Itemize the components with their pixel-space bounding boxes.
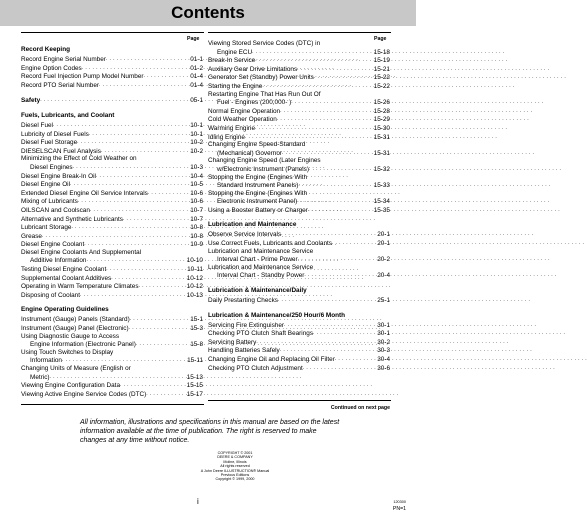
toc-entry[interactable] bbox=[21, 249, 203, 257]
toc-entry-label: (Mechanical) Governor bbox=[217, 149, 282, 157]
toc-entry-page: 20-4 bbox=[377, 272, 390, 280]
toc-entry[interactable] bbox=[21, 223, 203, 232]
dot-leader bbox=[245, 133, 373, 142]
toc-entry-label: Daily Prestarting Checks bbox=[208, 297, 278, 305]
section-title: Record Keeping bbox=[21, 46, 71, 53]
copyright-line: Previous Editions bbox=[220, 473, 250, 478]
dot-leader bbox=[255, 56, 372, 65]
dot-leader bbox=[53, 121, 189, 130]
toc-entry-page: 15-30 bbox=[373, 124, 390, 132]
toc-entry-label: Checking PTO Clutch Adjustment bbox=[208, 364, 303, 372]
dot-leader bbox=[96, 172, 189, 181]
toc-entry-page: 10-11 bbox=[187, 266, 203, 274]
toc-entry-label: Engine Option Codes bbox=[21, 64, 82, 72]
toc-entry[interactable] bbox=[208, 181, 390, 190]
toc-entry-page: 30-6 bbox=[377, 364, 390, 372]
dot-leader bbox=[252, 48, 372, 57]
dot-leader bbox=[304, 271, 376, 280]
toc-entry[interactable] bbox=[21, 55, 203, 64]
copyright-line: Copyright © 1999, 2000 bbox=[215, 477, 255, 482]
toc-entry-label: Generator Set (Standby) Power Units bbox=[208, 74, 314, 82]
toc-entry[interactable] bbox=[21, 324, 203, 333]
toc-entry-page: 10-8 bbox=[190, 224, 203, 232]
dot-leader bbox=[262, 82, 372, 91]
section-title: Engine Operating Guidelines bbox=[21, 306, 109, 314]
toc-entry-label: Checking PTO Clutch Shaft Bearings bbox=[208, 330, 314, 338]
toc-entry-page: 10-7 bbox=[190, 206, 203, 214]
toc-entry[interactable] bbox=[208, 124, 390, 133]
toc-entry-label: Stopping the Engine (Engines With bbox=[208, 189, 308, 197]
toc-entry-label: Lubricant Storage bbox=[21, 224, 72, 232]
toc-entry-page: 10-12 bbox=[186, 283, 203, 291]
toc-entry-label: Alternative and Synthetic Lubricants bbox=[21, 215, 123, 223]
toc-entry-label: Information bbox=[30, 357, 62, 365]
toc-entry[interactable] bbox=[21, 390, 203, 399]
dot-leader bbox=[78, 197, 189, 206]
toc-entry[interactable] bbox=[208, 321, 390, 330]
toc-entry-page: 30-2 bbox=[377, 338, 390, 346]
toc-entry-page: 15-31 bbox=[373, 133, 390, 141]
toc-entry[interactable] bbox=[21, 138, 203, 147]
toc-entry[interactable] bbox=[21, 96, 203, 105]
toc-entry[interactable] bbox=[208, 56, 390, 65]
toc-entry[interactable] bbox=[21, 163, 203, 172]
right-column-bottom-rule bbox=[208, 400, 391, 401]
toc-entry-label: Engine ECU bbox=[217, 48, 253, 56]
toc-entry[interactable] bbox=[208, 264, 390, 272]
toc-entry-label: Changing Engine Speed (Later Engines bbox=[208, 157, 321, 165]
toc-entry[interactable] bbox=[208, 48, 390, 57]
toc-entry[interactable] bbox=[21, 282, 203, 291]
toc-entry-page: 10-5 bbox=[190, 181, 203, 189]
toc-entry[interactable] bbox=[21, 340, 203, 349]
toc-entry-label: Diesel Fuel Storage bbox=[21, 139, 78, 147]
toc-entry-label: Using Touch Switches to Display bbox=[21, 348, 114, 356]
toc-entry-label: Servicing Fire Extinguisher bbox=[208, 321, 285, 329]
copyright-block bbox=[180, 451, 290, 482]
toc-entry-page: 15-13 bbox=[186, 373, 203, 381]
toc-entry[interactable] bbox=[21, 365, 203, 373]
toc-entry-page: 10-1 bbox=[190, 130, 203, 138]
toc-entry-page: 10-3 bbox=[190, 163, 203, 171]
toc-entry[interactable] bbox=[21, 240, 203, 249]
dot-leader bbox=[42, 232, 189, 241]
continued-note: Continued on next page bbox=[330, 405, 390, 411]
dot-leader bbox=[277, 115, 373, 124]
page-title: Contents bbox=[171, 3, 245, 22]
toc-section bbox=[208, 287, 390, 305]
toc-entry-page: 01-4 bbox=[190, 81, 203, 89]
toc-entry-page: 10-1 bbox=[190, 121, 203, 129]
toc-entry-label: Lubrication and Maintenance Service bbox=[208, 263, 314, 271]
toc-entry-page: 15-3 bbox=[190, 325, 203, 333]
copyright-line: Moline, Illinois bbox=[223, 459, 247, 464]
toc-entry-label: Additive Information bbox=[30, 257, 87, 265]
toc-entry[interactable] bbox=[21, 197, 203, 206]
toc-entry[interactable] bbox=[21, 121, 203, 130]
dot-leader bbox=[101, 147, 189, 156]
toc-entry[interactable] bbox=[208, 141, 390, 149]
toc-entry-label: Diesel Engine Coolant bbox=[21, 241, 85, 249]
toc-entry-page: 15-17 bbox=[186, 390, 203, 398]
toc-entry-label: Record PTO Serial Number bbox=[21, 81, 100, 89]
toc-entry-label: Handling Batteries Safely bbox=[208, 347, 280, 355]
toc-entry-label: Changing Units of Measure (English or bbox=[21, 365, 131, 372]
dot-leader bbox=[84, 240, 189, 249]
toc-entry-page: 15-22 bbox=[373, 82, 390, 90]
toc-entry[interactable] bbox=[21, 381, 203, 390]
toc-entry-page: 20-1 bbox=[377, 240, 390, 248]
toc-entry[interactable] bbox=[21, 189, 203, 198]
toc-entry-page: 15-15 bbox=[186, 382, 203, 390]
toc-entry-page: 01-2 bbox=[190, 64, 203, 72]
dot-leader bbox=[73, 163, 190, 172]
toc-entry-page: 01-4 bbox=[190, 73, 203, 81]
toc-entry-label: Viewing Active Engine Service Codes (DTC) bbox=[21, 390, 147, 398]
dot-leader bbox=[332, 239, 376, 248]
toc-entry-label: Cold Weather Operation bbox=[208, 116, 277, 124]
toc-section bbox=[21, 306, 203, 398]
toc-entry-page: 10-12 bbox=[186, 274, 203, 282]
toc-entry-label: Auxiliary Gear Drive Limitations bbox=[208, 65, 298, 73]
toc-entry-label: Electronic Instrument Panel) bbox=[217, 198, 298, 206]
dot-leader bbox=[297, 197, 372, 206]
dot-leader bbox=[280, 346, 376, 355]
dot-leader bbox=[111, 274, 185, 283]
toc-entry-page: 15-28 bbox=[373, 107, 390, 115]
dot-leader bbox=[314, 73, 373, 82]
dot-leader bbox=[106, 265, 186, 274]
toc-entry-label: Record Fuel Injection Pump Model Number bbox=[21, 73, 144, 81]
toc-entry[interactable] bbox=[208, 107, 390, 116]
toc-entry-page: 30-1 bbox=[377, 321, 390, 329]
toc-entry-label: Standard Instrument Panels) bbox=[217, 182, 299, 190]
toc-entry-label: Record Engine Serial Number bbox=[21, 56, 106, 63]
toc-entry-label: Use Correct Fuels, Lubricants and Coolants bbox=[208, 240, 332, 248]
toc-entry-label: Mixing of Lubricants bbox=[21, 198, 78, 206]
left-column-rule bbox=[21, 32, 204, 33]
dot-leader bbox=[282, 149, 373, 158]
toc-entry[interactable] bbox=[208, 133, 390, 142]
toc-entry[interactable] bbox=[21, 155, 203, 163]
section-title: Lubrication & Maintenance/250 Hour/6 Month bbox=[208, 311, 346, 319]
toc-entry[interactable] bbox=[21, 172, 203, 181]
toc-entry[interactable] bbox=[21, 147, 203, 156]
toc-entry-page: 30-3 bbox=[377, 347, 390, 355]
toc-entry[interactable] bbox=[21, 373, 203, 382]
dot-leader bbox=[50, 373, 186, 382]
toc-section bbox=[208, 40, 390, 214]
toc-entry[interactable] bbox=[208, 40, 390, 48]
toc-entry-label: Supplemental Coolant Additives bbox=[21, 274, 112, 282]
right-page-heading: Page bbox=[374, 36, 387, 42]
toc-entry[interactable] bbox=[208, 73, 390, 82]
dot-leader bbox=[120, 381, 186, 390]
toc-entry-page: 15-33 bbox=[373, 182, 390, 190]
toc-entry-label: OILSCAN and Coolscan bbox=[21, 206, 90, 214]
dot-leader bbox=[106, 55, 189, 64]
section-title: Lubrication & Maintenance/Daily bbox=[208, 287, 307, 295]
toc-entry[interactable] bbox=[208, 329, 390, 338]
dot-leader bbox=[70, 180, 189, 189]
toc-entry[interactable] bbox=[208, 230, 390, 239]
toc-entry[interactable] bbox=[21, 265, 203, 274]
dot-leader bbox=[148, 189, 189, 198]
toc-entry-label: Diesel Engines bbox=[30, 163, 73, 171]
dot-leader bbox=[298, 255, 377, 264]
toc-entry[interactable] bbox=[208, 296, 390, 305]
toc-entry-page: 15-26 bbox=[373, 99, 390, 107]
dot-leader bbox=[281, 230, 376, 239]
section-title: Fuels, Lubricants, and Coolant bbox=[21, 111, 115, 119]
toc-entry-page: 30-1 bbox=[377, 330, 390, 338]
toc-entry-page: 30-4 bbox=[377, 356, 390, 363]
toc-entry-page: 10-2 bbox=[190, 147, 203, 155]
dot-leader bbox=[80, 291, 186, 300]
toc-entry[interactable] bbox=[21, 356, 203, 365]
toc-entry[interactable] bbox=[208, 82, 390, 91]
toc-entry-page: 01-1 bbox=[190, 56, 203, 63]
toc-section bbox=[208, 221, 390, 280]
copyright-line: COPYRIGHT © 2001 bbox=[217, 451, 253, 455]
toc-entry[interactable] bbox=[208, 149, 390, 158]
toc-entry-label: Stopping the Engine (Engines With bbox=[208, 173, 308, 181]
toc-entry-label: Warming Engine bbox=[208, 124, 256, 132]
dot-leader bbox=[71, 223, 189, 232]
dot-leader bbox=[284, 321, 376, 330]
toc-entry-label: Instrument (Gauge) Panels (Standard) bbox=[21, 316, 130, 324]
toc-entry-page: 15-34 bbox=[373, 198, 390, 206]
dot-leader bbox=[255, 124, 373, 133]
toc-entry[interactable] bbox=[21, 333, 203, 341]
toc-entry-page: 15-19 bbox=[373, 57, 390, 65]
toc-entry-label: Restarting Engine That Has Run Out Of bbox=[208, 90, 321, 98]
toc-entry[interactable] bbox=[21, 206, 203, 215]
toc-entry[interactable] bbox=[208, 190, 390, 198]
toc-entry[interactable] bbox=[208, 115, 390, 124]
toc-entry-page: 10-9 bbox=[190, 241, 203, 249]
dot-leader bbox=[144, 72, 190, 81]
toc-entry-page: 10-4 bbox=[190, 172, 203, 180]
dot-leader bbox=[123, 215, 189, 224]
toc-entry-page: 25-1 bbox=[377, 297, 390, 305]
toc-entry-page: 10-8 bbox=[190, 232, 203, 240]
toc-entry-page: 10-10 bbox=[186, 257, 203, 265]
dot-leader bbox=[280, 107, 373, 116]
dot-leader bbox=[335, 355, 376, 364]
toc-entry-label: Testing Diesel Engine Coolant bbox=[21, 266, 107, 274]
toc-entry[interactable] bbox=[208, 255, 390, 264]
toc-entry-label: Changing Engine Speed-Standard bbox=[208, 141, 306, 149]
footer-code: 120300 bbox=[393, 500, 406, 504]
toc-entry-label: Diesel Engine Coolants And Supplemental bbox=[21, 248, 142, 256]
toc-entry-page: 20-1 bbox=[377, 231, 390, 239]
toc-entry[interactable] bbox=[21, 315, 203, 324]
toc-entry-label: Metric) bbox=[30, 373, 50, 381]
toc-entry-page: 10-2 bbox=[190, 139, 203, 147]
toc-entry-page: 05-1 bbox=[190, 97, 203, 105]
toc-entry[interactable] bbox=[21, 72, 203, 81]
dot-leader bbox=[139, 282, 186, 291]
dot-leader bbox=[256, 338, 376, 347]
toc-section bbox=[208, 312, 390, 373]
toc-entry-page: 15-18 bbox=[373, 48, 390, 56]
dot-leader bbox=[297, 65, 372, 74]
copyright-line: DEERE & COMPANY bbox=[217, 455, 253, 460]
toc-entry-label: Interval Chart - Prime Power bbox=[217, 256, 298, 264]
toc-entry[interactable] bbox=[208, 271, 390, 280]
toc-entry-label: Interval Chart - Standby Power bbox=[217, 272, 305, 280]
toc-entry-page: 10-6 bbox=[190, 189, 203, 197]
toc-entry[interactable] bbox=[208, 346, 390, 355]
toc-entry-label: Lubrication and Maintenance Service bbox=[208, 247, 314, 255]
toc-entry[interactable] bbox=[208, 165, 390, 174]
toc-entry[interactable] bbox=[208, 364, 390, 373]
toc-entry[interactable] bbox=[21, 256, 203, 265]
toc-entry[interactable] bbox=[208, 98, 390, 107]
toc-entry[interactable] bbox=[21, 232, 203, 241]
dot-leader bbox=[62, 356, 186, 365]
toc-entry-label: w/Electronic Instrument (Panels) bbox=[217, 165, 309, 173]
dot-leader bbox=[298, 181, 372, 190]
toc-entry[interactable] bbox=[208, 197, 390, 206]
toc-entry-label: Using a Booster Battery or Charger bbox=[208, 206, 308, 214]
dot-leader bbox=[40, 96, 189, 105]
toc-entry-label: Break-In Service bbox=[208, 57, 256, 65]
dot-leader bbox=[278, 296, 376, 305]
toc-entry-label: Grease bbox=[21, 232, 42, 240]
toc-entry[interactable] bbox=[208, 91, 390, 99]
toc-entry[interactable] bbox=[21, 130, 203, 139]
dot-leader bbox=[129, 324, 190, 333]
toc-entry[interactable] bbox=[208, 239, 390, 248]
toc-entry[interactable] bbox=[208, 206, 390, 215]
toc-entry[interactable] bbox=[21, 215, 203, 224]
toc-entry-label: Starting the Engine bbox=[208, 82, 263, 90]
right-toc-column bbox=[208, 40, 390, 372]
dot-leader bbox=[89, 130, 189, 139]
toc-entry[interactable] bbox=[21, 349, 203, 357]
toc-entry-label: Engine Information (Electronic Panel) bbox=[30, 341, 136, 349]
toc-entry-page: 10-6 bbox=[190, 198, 203, 206]
toc-entry[interactable] bbox=[208, 338, 390, 347]
toc-entry[interactable] bbox=[208, 355, 390, 364]
toc-section bbox=[21, 96, 203, 105]
toc-entry[interactable] bbox=[208, 248, 390, 256]
toc-entry-page: 10-13 bbox=[186, 291, 203, 299]
dot-leader bbox=[86, 256, 185, 265]
toc-entry-page: 15-8 bbox=[190, 341, 203, 349]
toc-entry-label: Using Diagnostic Gauge to Access bbox=[21, 332, 120, 340]
toc-entry-page: 15-11 bbox=[187, 357, 203, 365]
toc-entry-label: Idling Engine bbox=[208, 133, 245, 141]
toc-entry-page: 15-31 bbox=[373, 149, 390, 157]
copyright-line: A John Deere ILLUSTRUCTION® Manual bbox=[200, 468, 270, 473]
toc-section bbox=[21, 112, 203, 299]
toc-entry-page: 10-7 bbox=[190, 215, 203, 223]
toc-section bbox=[21, 46, 203, 89]
footer-pn: PN=1 bbox=[392, 506, 406, 512]
toc-entry-label: Safety bbox=[21, 97, 41, 105]
dot-leader bbox=[99, 81, 189, 90]
footer-page-number: i bbox=[197, 497, 199, 506]
toc-entry-page: 15-1 bbox=[190, 316, 203, 324]
toc-entry[interactable] bbox=[208, 65, 390, 74]
dot-leader bbox=[308, 206, 373, 215]
dot-leader bbox=[136, 340, 189, 349]
dot-leader bbox=[313, 329, 376, 338]
toc-entry-label: Instrument (Gauge) Panel (Electronic) bbox=[21, 325, 129, 333]
toc-entry[interactable] bbox=[21, 274, 203, 283]
toc-entry-page: 15-35 bbox=[373, 206, 390, 214]
toc-entry[interactable] bbox=[21, 81, 203, 90]
toc-entry-label: Diesel Engine Oil bbox=[21, 181, 71, 189]
left-page-heading: Page bbox=[187, 36, 200, 42]
toc-entry-label: Diesel Engine Break-In Oil bbox=[21, 172, 96, 180]
toc-entry[interactable] bbox=[21, 291, 203, 300]
toc-entry-label: Operating in Warm Temperature Climates bbox=[21, 283, 139, 291]
toc-entry-label: Minimizing the Effect of Cold Weather on bbox=[21, 155, 137, 163]
toc-entry-page: 15-29 bbox=[373, 116, 390, 124]
toc-entry-label: Diesel Fuel bbox=[21, 121, 53, 129]
toc-entry[interactable] bbox=[208, 174, 390, 182]
dot-leader bbox=[309, 165, 373, 174]
copyright-line: All rights reserved bbox=[220, 464, 250, 469]
section-title: Lubrication and Maintenance bbox=[208, 221, 297, 229]
dot-leader bbox=[303, 364, 376, 373]
toc-entry-label: Lubricity of Diesel Fuels bbox=[21, 130, 89, 138]
dot-leader bbox=[146, 390, 185, 399]
toc-entry-label: Viewing Stored Service Codes (DTC) in bbox=[208, 40, 321, 47]
toc-entry[interactable] bbox=[21, 64, 203, 73]
toc-entry-page: 15-21 bbox=[373, 65, 390, 73]
toc-entry-page: 15-32 bbox=[373, 165, 390, 173]
toc-entry-label: Fuel - Engines (200,000- ) bbox=[217, 99, 292, 107]
left-column-bottom-rule bbox=[21, 404, 204, 405]
dot-leader bbox=[82, 64, 189, 73]
dot-leader bbox=[291, 98, 372, 107]
left-toc-column bbox=[21, 46, 203, 398]
toc-entry-label: Observe Service Intervals bbox=[208, 231, 282, 239]
toc-entry-page: 20-2 bbox=[377, 256, 390, 264]
toc-entry-page: 15-22 bbox=[373, 74, 390, 82]
toc-entry-label: Viewing Engine Configuration Data bbox=[21, 382, 121, 390]
toc-entry[interactable] bbox=[208, 157, 390, 165]
toc-entry-label: Extended Diesel Engine Oil Service Intervals bbox=[21, 189, 148, 197]
toc-entry-label: Changing Engine Oil and Replacing Oil Filter bbox=[208, 356, 335, 363]
disclaimer-notice: All information, illustrations and specifications in this manual are based on the latest information available at the time of publication. The right is reserved to make changes at any time without notice. bbox=[80, 419, 340, 445]
dot-leader bbox=[90, 206, 189, 215]
right-column-rule bbox=[208, 32, 391, 33]
toc-entry-label: Normal Engine Operation bbox=[208, 107, 281, 115]
dot-leader bbox=[77, 138, 189, 147]
toc-entry-label: DIESELSCAN Fuel Analysis bbox=[21, 147, 101, 155]
toc-entry-label: Servicing Battery bbox=[208, 338, 257, 346]
dot-leader bbox=[130, 315, 190, 324]
toc-entry-label: Disposing of Coolant bbox=[21, 291, 80, 299]
toc-entry[interactable] bbox=[21, 180, 203, 189]
